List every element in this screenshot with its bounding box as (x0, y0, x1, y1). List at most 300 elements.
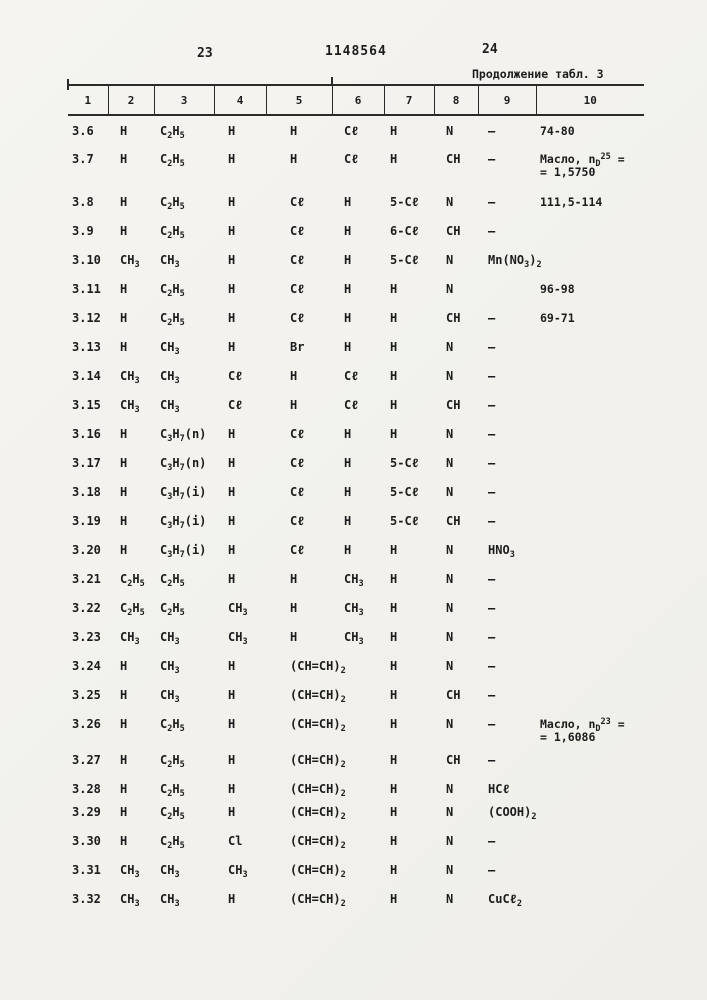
cell: $Mn(NO_3)_2$ (488, 253, 542, 270)
cell: $CH_3$ (120, 892, 140, 909)
cell: N (446, 601, 454, 615)
table-row (68, 535, 644, 564)
cell: Cℓ (290, 195, 305, 209)
cell: N (446, 805, 454, 819)
page-number-left: 23 (197, 46, 213, 61)
column-header: 2 (108, 85, 154, 115)
cell: $CH_3$ (120, 863, 140, 880)
cell: $C_3H_7(i)$ (160, 543, 207, 560)
cell: $(CH=CH)_2$ (290, 782, 346, 799)
cell: H (120, 195, 128, 209)
cell: H (390, 124, 398, 138)
column-header: 7 (384, 85, 434, 115)
cell: H (344, 340, 352, 354)
cell: Cℓ (344, 369, 359, 383)
cell: 6-Cℓ (390, 224, 419, 238)
table-row (68, 826, 644, 855)
cell: $(CH=CH)_2$ (290, 753, 346, 770)
cell: H (120, 456, 128, 470)
cell: H (290, 369, 298, 383)
cell: N (446, 782, 454, 796)
row-id: 3.13 (72, 340, 101, 354)
cell: H (120, 659, 128, 673)
cell: 5-Cℓ (390, 456, 419, 470)
row-id: 3.11 (72, 282, 101, 296)
cell (536, 419, 644, 448)
cell: H (120, 514, 128, 528)
cell: H (290, 398, 298, 412)
cell: – (488, 863, 496, 877)
cell: $C_2H_5$ (160, 195, 185, 212)
cell: $C_2H_5$ (120, 601, 145, 618)
table-row (68, 506, 644, 535)
cell: H (228, 805, 236, 819)
cell: N (446, 195, 454, 209)
table-row (68, 774, 644, 797)
row-id: 3.29 (72, 805, 101, 819)
cell: H (228, 717, 236, 731)
cell: H (390, 717, 398, 731)
cell: 5-Cℓ (390, 485, 419, 499)
cell: $CH_3$ (120, 630, 140, 647)
cell: H (120, 311, 128, 325)
cell (536, 361, 644, 390)
cell: N (446, 834, 454, 848)
cell: CH (446, 398, 461, 412)
cell: H (228, 282, 236, 296)
cell (536, 477, 644, 506)
cell: $CH_3$ (160, 398, 180, 415)
cell (536, 535, 644, 564)
document-number: 1148564 (325, 44, 387, 59)
cell: H (290, 124, 298, 138)
cell (478, 274, 536, 303)
cell: H (120, 688, 128, 702)
cell: CH (446, 688, 461, 702)
table-row (68, 680, 644, 709)
cell (536, 216, 644, 245)
cell: – (488, 369, 496, 383)
cell: – (488, 717, 496, 731)
cell: CH (446, 224, 461, 238)
cell: H (228, 124, 236, 138)
cell: – (488, 688, 496, 702)
column-header: 9 (478, 85, 536, 115)
table-row (68, 419, 644, 448)
cell (536, 245, 644, 274)
cell (536, 332, 644, 361)
table-row (68, 622, 644, 651)
cell: H (228, 427, 236, 441)
cell: $C_2H_5$ (160, 224, 185, 241)
cell: H (228, 340, 236, 354)
cell: – (488, 659, 496, 673)
table-row (68, 709, 644, 745)
row-id: 3.18 (72, 485, 101, 499)
cell: – (488, 340, 496, 354)
cell: – (488, 311, 496, 325)
cell: CH (446, 152, 461, 166)
cell: H (120, 717, 128, 731)
table-row (68, 187, 644, 216)
cell: $CH_3$ (120, 398, 140, 415)
cell: $C_2H_5$ (160, 753, 185, 770)
cell: N (446, 892, 454, 906)
row-id: 3.24 (72, 659, 101, 673)
table-row (68, 303, 644, 332)
cell: $CH_3$ (344, 630, 364, 647)
cell: $C_2H_5$ (160, 124, 185, 141)
cell: H (390, 152, 398, 166)
cell: Масло, $n_D^{25}$ = = 1,5750 (540, 152, 625, 179)
cell: H (390, 572, 398, 586)
cell: – (488, 572, 496, 586)
cell: – (488, 753, 496, 767)
cell: H (290, 601, 298, 615)
table-row (68, 216, 644, 245)
cell: Cℓ (344, 152, 359, 166)
cell: N (446, 630, 454, 644)
cell: N (446, 863, 454, 877)
cell: Cℓ (290, 543, 305, 557)
cell: N (446, 427, 454, 441)
cell: N (446, 124, 454, 138)
row-id: 3.20 (72, 543, 101, 557)
cell: H (228, 195, 236, 209)
cell: $C_2H_5$ (160, 782, 185, 799)
column-number-row (68, 85, 644, 115)
cell: $CH_3$ (160, 688, 180, 705)
cell: 96-98 (540, 282, 575, 296)
cell: $CH_3$ (160, 253, 180, 270)
cell (536, 390, 644, 419)
row-id: 3.32 (72, 892, 101, 906)
cell: H (120, 152, 128, 166)
cell: $CH_3$ (344, 601, 364, 618)
cell: H (390, 282, 398, 296)
cell: $C_3H_7(n)$ (160, 456, 207, 473)
cell (536, 448, 644, 477)
cell: H (344, 224, 352, 238)
cell: Cl (228, 834, 243, 848)
cell: H (390, 601, 398, 615)
cell: H (228, 311, 236, 325)
cell: H (228, 572, 236, 586)
cell: Cℓ (344, 398, 359, 412)
table-row (68, 564, 644, 593)
table-caption: Продолжение табл. 3 (472, 67, 604, 81)
row-id: 3.10 (72, 253, 101, 267)
cell: CH (446, 311, 461, 325)
cell (536, 651, 644, 680)
table-row (68, 593, 644, 622)
cell: H (390, 630, 398, 644)
cell: 74-80 (540, 124, 575, 138)
cell: – (488, 398, 496, 412)
cell: N (446, 659, 454, 673)
cell: H (390, 311, 398, 325)
page-number-right: 24 (482, 42, 498, 57)
cell: H (390, 340, 398, 354)
cell: N (446, 717, 454, 731)
column-header: 3 (154, 85, 214, 115)
cell: – (488, 630, 496, 644)
row-id: 3.9 (72, 224, 94, 238)
row-id: 3.6 (72, 124, 94, 138)
cell: Cℓ (290, 311, 305, 325)
cell: $C_2H_5$ (160, 152, 185, 169)
row-id: 3.25 (72, 688, 101, 702)
cell: $CH_3$ (160, 340, 180, 357)
cell: N (446, 369, 454, 383)
cell: $C_2H_5$ (160, 572, 185, 589)
cell: – (488, 485, 496, 499)
cell: $C_2H_5$ (160, 601, 185, 618)
cell: $CH_3$ (228, 863, 248, 880)
cell: $CH_3$ (160, 892, 180, 909)
cell: Cℓ (228, 398, 243, 412)
cell: $CH_3$ (228, 630, 248, 647)
table-row (68, 651, 644, 680)
cell: H (390, 659, 398, 673)
cell: $CH_3$ (160, 863, 180, 880)
cell: – (488, 514, 496, 528)
cell: H (390, 834, 398, 848)
row-id: 3.19 (72, 514, 101, 528)
cell: H (228, 543, 236, 557)
cell: Cℓ (290, 485, 305, 499)
table-row (68, 884, 644, 913)
cell: H (228, 782, 236, 796)
table-row (68, 361, 644, 390)
cell: $CH_3$ (120, 253, 140, 270)
cell: H (290, 572, 298, 586)
cell: $C_3H_7(n)$ (160, 427, 207, 444)
cell: H (120, 782, 128, 796)
cell: $C_2H_5$ (160, 282, 185, 299)
cell: 111,5-114 (540, 195, 603, 209)
cell: – (488, 124, 496, 138)
cell: $C_2H_5$ (160, 717, 185, 734)
table-row (68, 855, 644, 884)
cell: Cℓ (290, 427, 305, 441)
cell: H (390, 863, 398, 877)
cell: $(CH=CH)_2$ (290, 688, 346, 705)
cell: CuCℓ$_2$ (488, 892, 522, 909)
cell: $(CH=CH)_2$ (290, 805, 346, 822)
cell (536, 797, 644, 826)
row-id: 3.7 (72, 152, 94, 166)
cell: H (228, 485, 236, 499)
cell: H (390, 369, 398, 383)
cell (536, 855, 644, 884)
cell: $CH_3$ (228, 601, 248, 618)
cell: H (390, 805, 398, 819)
cell: $CH_3$ (160, 369, 180, 386)
table-row (68, 390, 644, 419)
cell: N (446, 282, 454, 296)
cell (536, 884, 644, 913)
cell: HCℓ (488, 782, 510, 796)
cell: $(CH=CH)_2$ (290, 892, 346, 909)
cell: – (488, 456, 496, 470)
cell: N (446, 485, 454, 499)
cell: H (390, 892, 398, 906)
table-row (68, 144, 644, 187)
column-header: 1 (68, 85, 108, 115)
cell (536, 564, 644, 593)
cell: H (120, 543, 128, 557)
cell: $C_2H_5$ (160, 834, 185, 851)
cell: Cℓ (344, 124, 359, 138)
cell: $(CH=CH)_2$ (290, 834, 346, 851)
table-row (68, 797, 644, 826)
cell: $C_3H_7(i)$ (160, 514, 207, 531)
row-id: 3.15 (72, 398, 101, 412)
cell: Cℓ (290, 253, 305, 267)
row-id: 3.23 (72, 630, 101, 644)
cell: Cℓ (228, 369, 243, 383)
cell: H (344, 427, 352, 441)
cell (536, 593, 644, 622)
cell: CH (446, 514, 461, 528)
row-id: 3.27 (72, 753, 101, 767)
cell: Масло, $n_D^{23}$ = = 1,6086 (540, 717, 625, 744)
table-row (68, 115, 644, 144)
cell: H (344, 195, 352, 209)
cell: H (344, 282, 352, 296)
cell: N (446, 340, 454, 354)
table-body (68, 115, 644, 913)
cell (536, 506, 644, 535)
cell: 69-71 (540, 311, 575, 325)
cell: Cℓ (290, 456, 305, 470)
cell: H (228, 152, 236, 166)
cell: H (120, 753, 128, 767)
cell: H (344, 456, 352, 470)
cell: H (390, 753, 398, 767)
row-id: 3.22 (72, 601, 101, 615)
cell (536, 826, 644, 855)
row-id: 3.28 (72, 782, 101, 796)
cell: H (228, 253, 236, 267)
cell: H (344, 514, 352, 528)
table-row (68, 274, 644, 303)
cell: H (390, 543, 398, 557)
cell: H (344, 253, 352, 267)
cell: – (488, 427, 496, 441)
cell: H (228, 659, 236, 673)
cell: $(COOH)_2$ (488, 805, 537, 822)
row-id: 3.30 (72, 834, 101, 848)
cell: Cℓ (290, 514, 305, 528)
row-id: 3.31 (72, 863, 101, 877)
row-id: 3.16 (72, 427, 101, 441)
cell: H (390, 398, 398, 412)
cell: H (120, 485, 128, 499)
cell: H (228, 456, 236, 470)
column-header: 6 (332, 85, 384, 115)
cell: H (120, 340, 128, 354)
cell: $CH_3$ (160, 659, 180, 676)
cell: H (228, 892, 236, 906)
cell: $C_2H_5$ (120, 572, 145, 589)
cell: H (228, 753, 236, 767)
cell: 5-Cℓ (390, 195, 419, 209)
cell: $(CH=CH)_2$ (290, 717, 346, 734)
column-header: 10 (536, 85, 644, 115)
cell: $(CH=CH)_2$ (290, 863, 346, 880)
column-header: 5 (266, 85, 332, 115)
cell (536, 745, 644, 774)
cell: – (488, 152, 496, 166)
cell: – (488, 834, 496, 848)
cell: H (344, 543, 352, 557)
row-id: 3.26 (72, 717, 101, 731)
cell: H (290, 630, 298, 644)
row-id: 3.14 (72, 369, 101, 383)
cell: H (120, 805, 128, 819)
column-header: 8 (434, 85, 478, 115)
cell: $C_3H_7(i)$ (160, 485, 207, 502)
cell (536, 774, 644, 797)
cell: $(CH=CH)_2$ (290, 659, 346, 676)
cell: H (120, 282, 128, 296)
column-header: 4 (214, 85, 266, 115)
cell: $CH_3$ (344, 572, 364, 589)
table-row (68, 448, 644, 477)
cell: $CH_3$ (120, 369, 140, 386)
cell: H (344, 485, 352, 499)
cell: H (120, 124, 128, 138)
cell: 5-Cℓ (390, 253, 419, 267)
cell: H (120, 834, 128, 848)
cell: $C_2H_5$ (160, 311, 185, 328)
cell: – (488, 224, 496, 238)
table-row (68, 477, 644, 506)
cell: H (344, 311, 352, 325)
row-id: 3.21 (72, 572, 101, 586)
cell: N (446, 572, 454, 586)
cell: H (120, 224, 128, 238)
cell (536, 680, 644, 709)
table-header (68, 85, 644, 115)
cell: N (446, 456, 454, 470)
cell: H (120, 427, 128, 441)
cell: N (446, 253, 454, 267)
cell: H (390, 688, 398, 702)
cell: 5-Cℓ (390, 514, 419, 528)
table-row (68, 745, 644, 774)
cell: H (290, 152, 298, 166)
cell: H (228, 514, 236, 528)
cell: H (390, 427, 398, 441)
cell: – (488, 195, 496, 209)
row-id: 3.17 (72, 456, 101, 470)
cell: N (446, 543, 454, 557)
cell: H (228, 688, 236, 702)
cell: H (228, 224, 236, 238)
cell: $C_2H_5$ (160, 805, 185, 822)
cell: CH (446, 753, 461, 767)
cell: – (488, 601, 496, 615)
table-row (68, 245, 644, 274)
cell (536, 622, 644, 651)
row-id: 3.12 (72, 311, 101, 325)
table-row (68, 332, 644, 361)
row-id: 3.8 (72, 195, 94, 209)
cell: H (390, 782, 398, 796)
